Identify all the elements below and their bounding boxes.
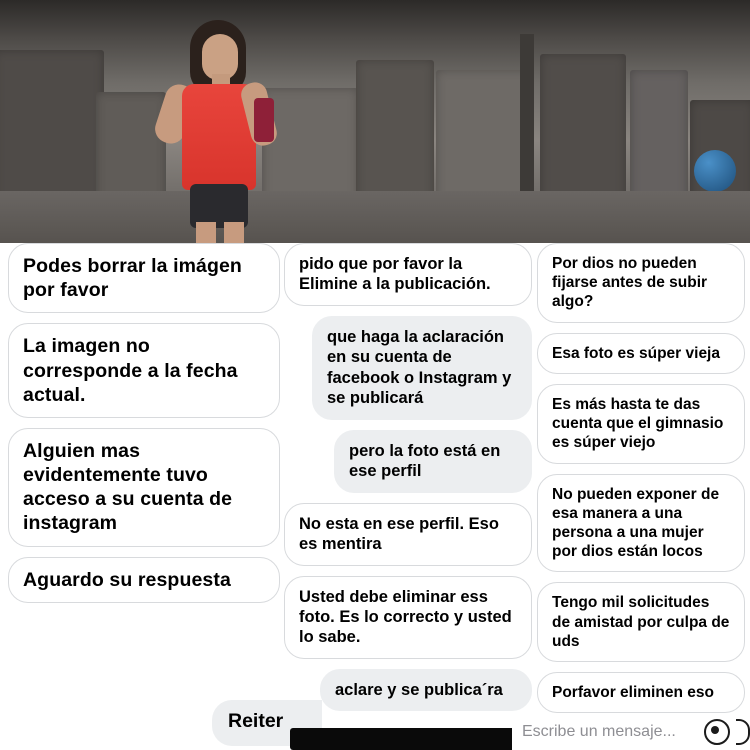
photo-floor [0, 191, 750, 243]
chat-bubble[interactable]: que haga la aclaración en su cuenta de facebook o Instagram y se publicará [312, 316, 532, 420]
chat-bubble[interactable]: pido que por favor la Elimine a la publicación. [284, 243, 532, 306]
chat-column-middle [284, 243, 532, 721]
camera-icon[interactable] [704, 719, 730, 745]
chat-column-right [537, 243, 745, 723]
chat-transcript [0, 243, 750, 750]
chat-bubble[interactable]: Porfavor eliminen eso [537, 672, 745, 713]
chat-column-left [8, 243, 280, 613]
photo-ceiling [0, 0, 750, 36]
sticker-icon[interactable] [736, 719, 750, 745]
redaction-bar [290, 728, 534, 750]
chat-bubble-partial[interactable]: Reiter [212, 700, 322, 746]
chat-bubble[interactable]: Podes borrar la imágen por favor [8, 243, 280, 313]
person-right-leg [224, 222, 244, 243]
message-input[interactable]: Escribe un mensaje... [522, 722, 676, 740]
chat-bubble[interactable]: Usted debe eliminar ess foto. Es lo correcto y usted lo sabe. [284, 576, 532, 659]
chat-bubble[interactable]: Tengo mil solicitudes de amistad por culpa de uds [537, 582, 745, 662]
person-in-photo [150, 20, 280, 243]
chat-bubble[interactable]: La imagen no corresponde a la fecha actual. [8, 323, 280, 418]
chat-bubble[interactable]: No pueden exponer de esa manera a una persona a una mujer por dios están locos [537, 474, 745, 573]
chat-bubble[interactable]: Esa foto es súper vieja [537, 333, 745, 374]
chat-bubble[interactable]: Por dios no pueden fijarse antes de subir algo? [537, 243, 745, 323]
chat-bubble[interactable]: pero la foto está en ese perfil [334, 430, 532, 493]
gym-photo [0, 0, 750, 243]
chat-bubble[interactable]: No esta en ese perfil. Eso es mentira [284, 503, 532, 566]
chat-bubble[interactable]: aclare y se publica´ra [320, 669, 532, 711]
water-bottle [254, 98, 274, 142]
chat-bubble[interactable]: Aguardo su respuesta [8, 557, 280, 603]
chat-bubble[interactable]: Alguien mas evidentemente tuvo acceso a su cuenta de instagram [8, 428, 280, 547]
person-left-leg [196, 222, 216, 243]
chat-bubble[interactable]: Es más hasta te das cuenta que el gimnasio es súper viejo [537, 384, 745, 464]
exercise-ball [694, 150, 736, 192]
message-input-bar[interactable] [512, 713, 750, 750]
